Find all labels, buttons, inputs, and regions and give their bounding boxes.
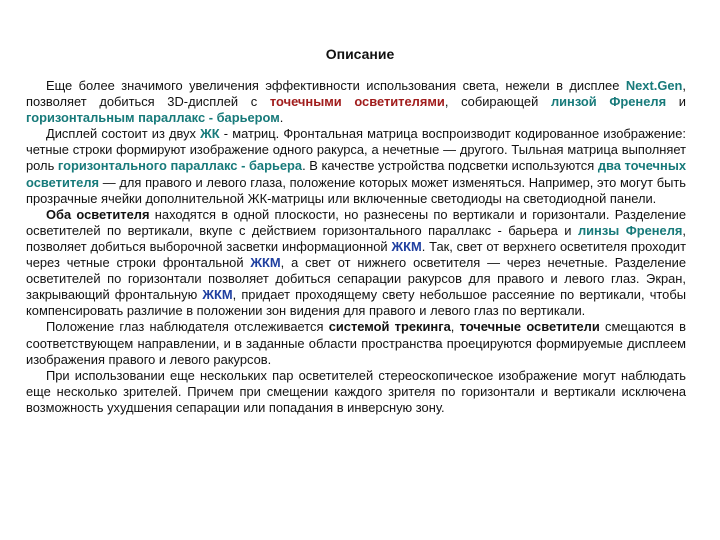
text: смещаются в соответствующем направлении, и в заданные области пространства проецируются формируемые дисплеем изображения правого и левого ракурсов.: [26, 319, 686, 367]
text: ,: [450, 319, 460, 335]
text: . Так, свет от верхнего осветителя проходит через четные строки фронтальной: [26, 238, 686, 271]
paragraph-2: [26, 126, 686, 206]
text: Дисплей состоит из двух: [46, 126, 201, 142]
term-nextgen: Next.Gen: [625, 78, 683, 93]
term-parallax-barrier: горизонтального параллакс - барьера: [57, 158, 303, 174]
paragraph-3: [26, 207, 686, 320]
text: .: [279, 110, 284, 126]
paragraph-1: [26, 78, 686, 126]
text: Положение глаз наблюдателя отслеживается: [46, 319, 329, 335]
term-point-illuminators: точечными осветителями: [269, 94, 445, 110]
text: - матриц. Фронтальная матрица воспроизводит кодированное изображение: четные строки формируют изображение одного ракурса, а нечетные — другого. Тыльная матрица выполняет роль: [26, 126, 686, 174]
document-body: [26, 78, 686, 416]
term-tracking-system: системой трекинга: [328, 319, 451, 335]
term-parallax-barrier: горизонтальным параллакс - барьером: [26, 110, 280, 126]
term-lcm: ЖКМ: [250, 255, 281, 271]
term-lcm: ЖКМ: [202, 287, 233, 303]
text: , а свет от нижнего осветителя — через нечетные. Разделение осветителей по горизонтали позволяет добиться сепарации ракурсов для правого и левого глаз. Экран, закрывающий фронтальную: [26, 255, 686, 303]
term-lcm: ЖКМ: [391, 238, 422, 254]
text: — для правого и левого глаза, положение которых может изменяться. Например, это могут быть прозрачные ячейки дополнительной ЖК-матрицы или включенные светодиоды на светодиодной панели.: [26, 174, 686, 206]
text: находятся в одной плоскости, но разнесены по вертикали и горизонтали. Разделение осветителей по вертикали, вкупе с действием горизонтального параллакс - барьера и: [26, 206, 687, 238]
text: , собирающей: [444, 94, 551, 110]
text: , позволяет добиться выборочной засветки информационной: [26, 222, 686, 254]
text: Еще более значимого увеличения эффективности использования света, нежели в дисплее: [46, 78, 626, 93]
text: При использовании еще нескольких пар осветителей стереоскопическое изображение могут наблюдать еще несколько зрителей. Причем при смещении каждого зрителя по горизонтали и вертикали исключена возможность ухудшения сепарации или попадания в инверсную зону.: [26, 367, 686, 415]
document-title: Описание: [325, 46, 395, 62]
text: , позволяет добиться 3D-дисплей с: [26, 78, 686, 110]
term-point-illuminators: точечные осветители: [459, 319, 600, 335]
text: , придает проходящему свету небольшое рассеяние по вертикали, чтобы компенсировать различие в положении зон видения для правого и левого глаз по вертикали.: [26, 287, 686, 319]
term-two-illuminators: два точечных осветителя: [26, 158, 687, 190]
text: . В качестве устройства подсветки используются: [302, 158, 598, 174]
term-fresnel-lenses: линзы Френеля: [577, 222, 683, 238]
term-lc: ЖК: [200, 126, 220, 142]
paragraph-5: [26, 368, 686, 416]
text: и: [666, 94, 686, 110]
paragraph-4: [26, 319, 686, 367]
term-fresnel-lens: линзой Френеля: [550, 94, 667, 110]
term-both-illuminators: Оба осветителя: [46, 206, 150, 222]
